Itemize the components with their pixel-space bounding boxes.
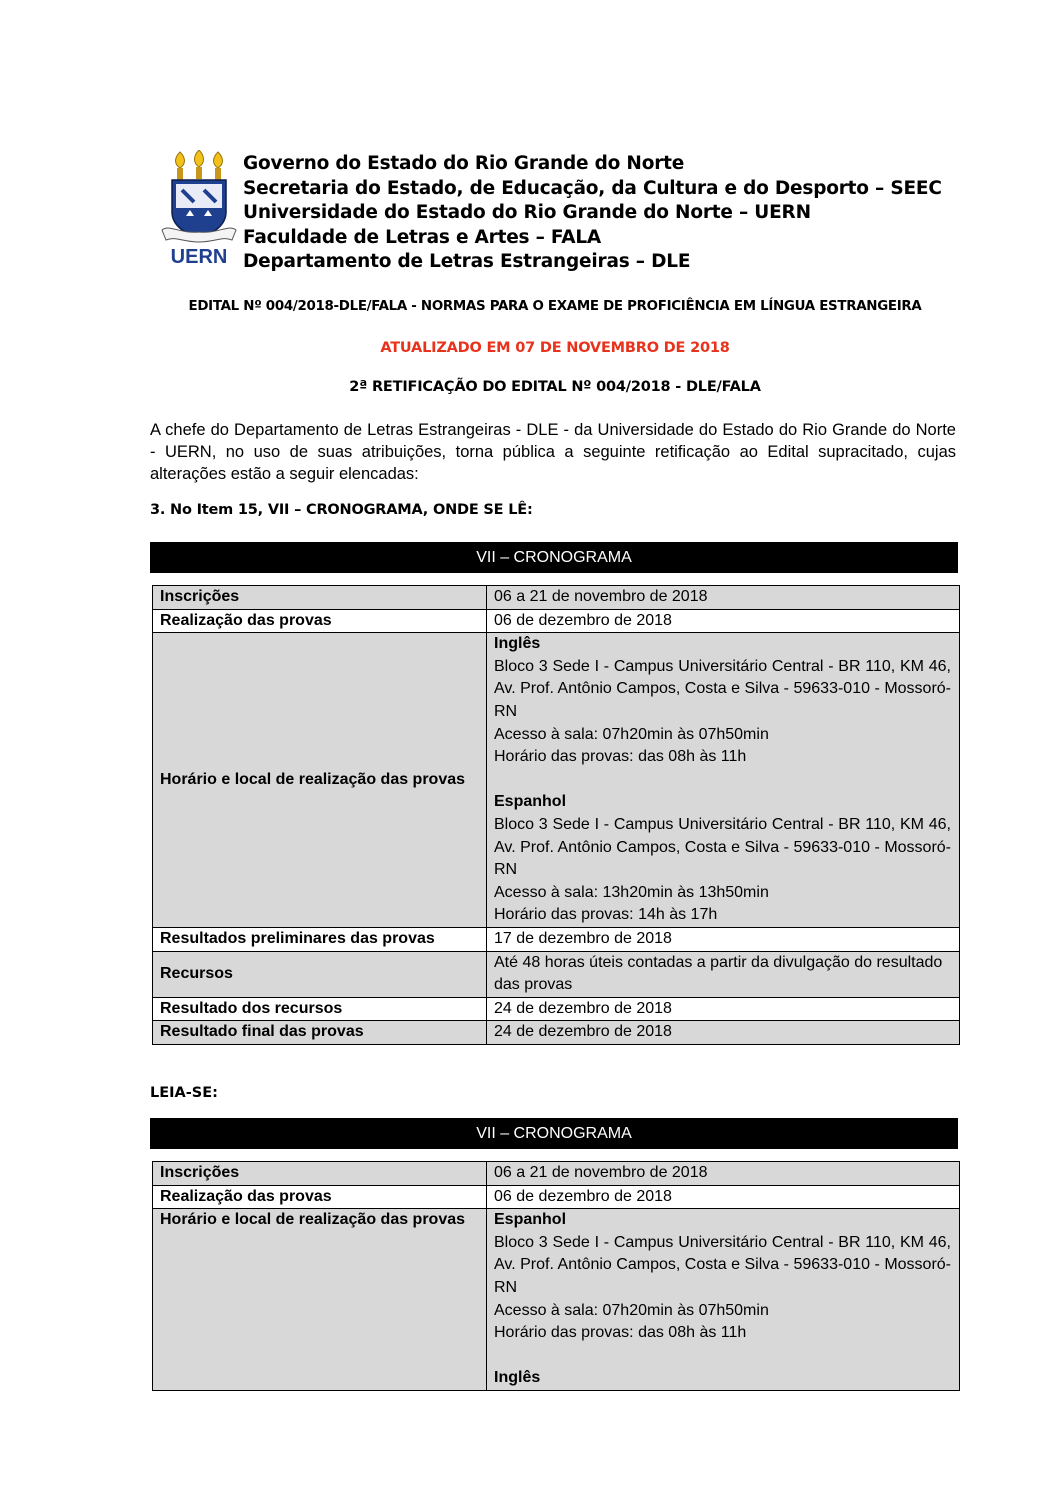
schedule-table-original (152, 585, 960, 1045)
torch-flames-icon (176, 150, 223, 180)
document-header (160, 150, 960, 270)
row-value: 06 de dezembro de 2018 (487, 1185, 960, 1209)
uern-logo (160, 150, 238, 268)
institution-line: Faculdade de Letras e Artes – FALA (243, 226, 602, 248)
row-label: Resultado dos recursos (153, 997, 487, 1021)
institution-line: Secretaria do Estado, de Educação, da Cultura e do Desporto – SEEC (243, 177, 942, 199)
table-row (153, 1209, 960, 1391)
table1-title-bar: VII – CRONOGRAMA (150, 542, 958, 573)
room-access-time: Acesso à sala: 13h20min às 13h50min (494, 883, 769, 901)
table-row (153, 586, 960, 610)
row-label: Horário e local de realização das provas (153, 1209, 487, 1391)
schedule-table-corrected (152, 1161, 960, 1391)
language-name: Inglês (494, 635, 541, 653)
retification-title: 2ª RETIFICAÇÃO DO EDITAL Nº 004/2018 - DLE/FALA (349, 379, 761, 395)
exam-time: Horário das provas: das 08h às 11h (494, 1324, 747, 1342)
row-value: Até 48 horas úteis contadas a partir da divulgação do resultado das provas (487, 951, 960, 997)
row-label: Resultados preliminares das provas (153, 927, 487, 951)
uern-crest-icon (160, 150, 238, 250)
institution-line: Departamento de Letras Estrangeiras – DLE (243, 251, 691, 272)
table-row (153, 1162, 960, 1186)
exam-location: Bloco 3 Sede I - Campus Universitário Central - BR 110, KM 46, Av. Prof. Antônio Campos, Costa e Silva - 59633-010 - Mossoró-RN (494, 815, 951, 879)
exam-location: Bloco 3 Sede I - Campus Universitário Central - BR 110, KM 46, Av. Prof. Antônio Campos, Costa e Silva - 59633-010 - Mossoró-RN (494, 657, 951, 720)
table-row (153, 927, 960, 951)
row-value: 06 de dezembro de 2018 (487, 609, 960, 633)
row-value: 24 de dezembro de 2018 (487, 1021, 960, 1045)
institution-line: Governo do Estado do Rio Grande do Norte (243, 153, 685, 174)
row-value: 06 a 21 de novembro de 2018 (487, 586, 960, 610)
row-label: Resultado final das provas (153, 1021, 487, 1045)
exam-time: Horário das provas: 14h às 17h (494, 906, 718, 924)
logo-wordmark: UERN (170, 246, 228, 268)
exam-time: Horário das provas: das 08h às 11h (494, 748, 747, 766)
table-row (153, 633, 960, 928)
table2-title-bar: VII – CRONOGRAMA (150, 1118, 958, 1149)
edital-title: EDITAL Nº 004/2018-DLE/FALA - NORMAS PARA O EXAME DE PROFICIÊNCIA EM LÍNGUA ESTRANGEIRA (188, 299, 922, 314)
exam-location: Bloco 3 Sede I - Campus Universitário Central - BR 110, KM 46, Av. Prof. Antônio Campos, Costa e Silva - 59633-010 - Mossoró-RN (494, 1233, 951, 1296)
intro-paragraph: A chefe do Departamento de Letras Estrangeiras - DLE - da Universidade do Estado do Rio Grande do Norte - UERN, no uso de suas atribuições, torna pública a seguinte retificação ao Edital supracitado, cujas alterações estão a seguir elencadas: (150, 421, 956, 483)
row-label: Inscrições (153, 586, 487, 610)
institution-lines (243, 152, 942, 275)
row-label: Inscrições (153, 1162, 487, 1186)
updated-notice: ATUALIZADO EM 07 DE NOVEMBRO DE 2018 (380, 340, 730, 356)
room-access-time: Acesso à sala: 07h20min às 07h50min (494, 725, 769, 743)
table-row (153, 951, 960, 997)
room-access-time: Acesso à sala: 07h20min às 07h50min (494, 1301, 769, 1319)
language-name: Espanhol (494, 1211, 567, 1229)
spacer (494, 1345, 951, 1368)
row-value (487, 1209, 960, 1391)
row-value: 17 de dezembro de 2018 (487, 927, 960, 951)
row-label: Recursos (153, 951, 487, 997)
table-row (153, 609, 960, 633)
language-name: Espanhol (494, 793, 567, 811)
row-label: Horário e local de realização das provas (153, 633, 487, 928)
row-label: Realização das provas (153, 1185, 487, 1209)
institution-line: Universidade do Estado do Rio Grande do Norte – UERN (243, 202, 811, 223)
row-value (487, 633, 960, 928)
table-row (153, 1021, 960, 1045)
row-value: 24 de dezembro de 2018 (487, 997, 960, 1021)
language-name: Inglês (494, 1369, 541, 1387)
item-heading: 3. No Item 15, VII – CRONOGRAMA, ONDE SE LÊ: (150, 502, 533, 518)
row-label: Realização das provas (153, 609, 487, 633)
row-value: 06 a 21 de novembro de 2018 (487, 1162, 960, 1186)
spacer (494, 769, 951, 792)
table-row (153, 1185, 960, 1209)
table-row (153, 997, 960, 1021)
leia-se-heading: LEIA-SE: (150, 1085, 218, 1101)
